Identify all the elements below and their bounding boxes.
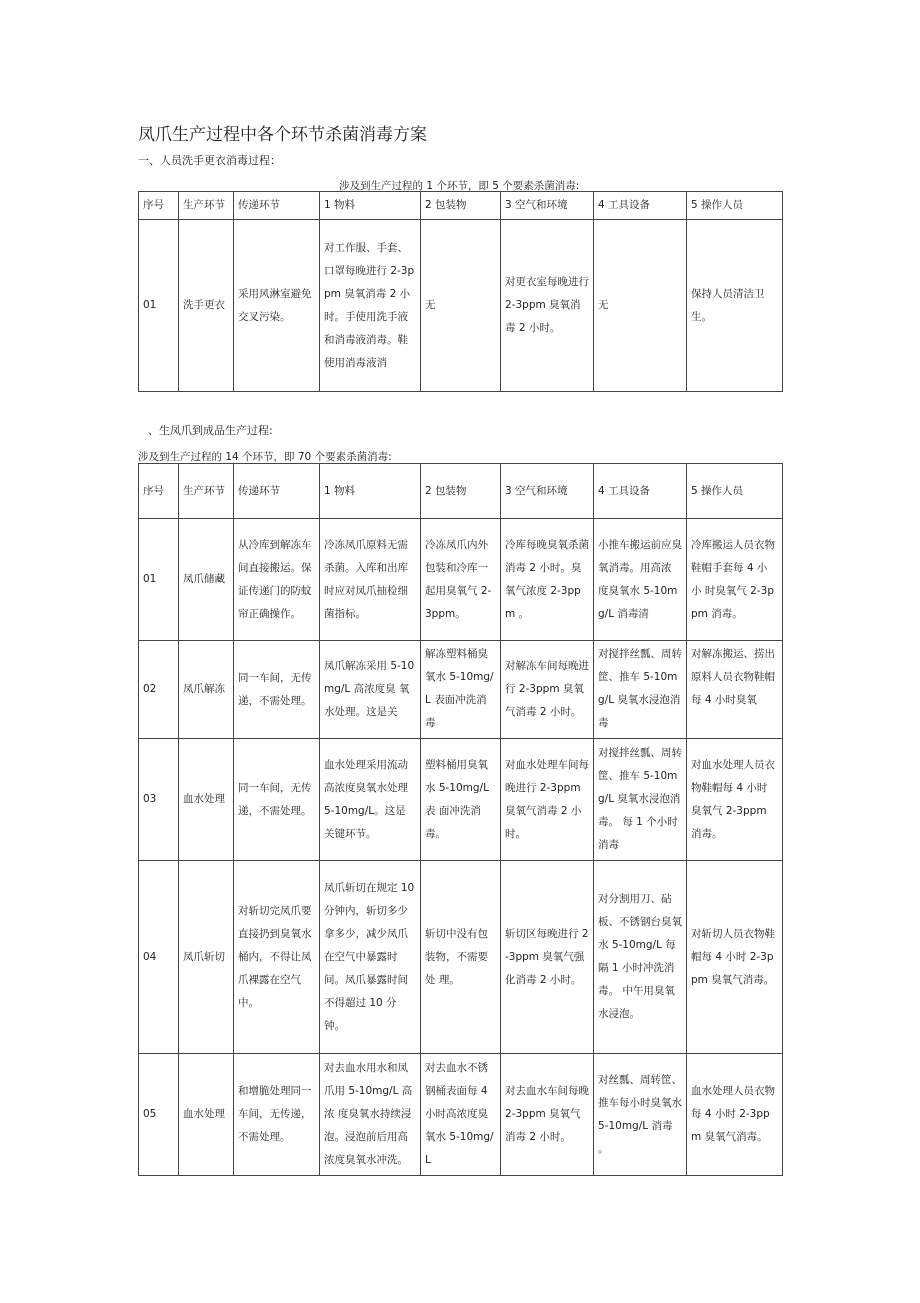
header-cell: 序号 — [139, 192, 179, 220]
cell-stage: 凤爪解冻 — [179, 641, 234, 739]
section1-heading: 一、人员洗手更衣消毒过程： — [138, 154, 281, 167]
header-cell: 3 空气和环境 — [501, 464, 594, 519]
cell-tools: 小推车搬运前应臭氧消毒。用高浓 度臭氧水 5-10mg/L 消毒清 — [594, 519, 687, 641]
cell-staff: 保持人员清洁卫生。 — [687, 220, 783, 392]
cell-material: 对工作服、手套、口罩每晚进行 2-3ppm 臭氧消毒 2 小时。手使用洗手液和消毒液消毒。鞋使用消毒液消 — [320, 220, 421, 392]
header-cell: 1 物料 — [320, 192, 421, 220]
table-row — [139, 641, 783, 739]
section2-heading: 、生凤爪到成品生产过程: — [148, 424, 273, 437]
cell-material: 凤爪斩切在规定 10 分钟内，斩切多少拿多少，减少凤爪在空气中暴露时 间。凤爪暴露时间 不得超过 10 分钟。 — [320, 861, 421, 1054]
table-row — [139, 220, 783, 392]
cell-transfer: 对斩切完凤爪要直接扔到臭氧水桶内，不得让凤爪裸露在空气中。 — [234, 861, 320, 1054]
header-cell: 传递环节 — [234, 464, 320, 519]
cell-stage: 凤爪储藏 — [179, 519, 234, 641]
cell-staff: 对斩切人员衣物鞋帽每 4 小时 2-3ppm 臭氧气消毒。 — [687, 861, 783, 1054]
cell-air: 对血水处理车间每晚进行 2-3ppm 臭氧气消毒 2 小时。 — [501, 739, 594, 861]
cell-staff: 对解冻搬运、捞出 原料人员衣物鞋帽每 4 小时臭氧 — [687, 641, 783, 739]
section2-caption: 涉及到生产过程的 14 个环节，即 70 个要素杀菌消毒: — [138, 451, 392, 463]
cell-package: 塑料桶用臭氧水 5-10mg/L 表 面冲洗消毒。 — [421, 739, 501, 861]
cell-transfer: 从冷库到解冻车间直接搬运。保证传递门的防蚊帘正确操作。 — [234, 519, 320, 641]
cell-package: 对去血水不锈钢桶表面每 4 小时高浓度臭氧水 5-10mg/L — [421, 1054, 501, 1176]
cell-air: 对去血水车间每晚 2-3ppm 臭氧气消毒 2 小时。 — [501, 1054, 594, 1176]
table-header-row — [139, 192, 783, 220]
header-cell: 5 操作人员 — [687, 464, 783, 519]
cell-package: 斩切中没有包装物，不需要处 理。 — [421, 861, 501, 1054]
table-personnel-disinfection — [138, 191, 783, 392]
cell-stage: 血水处理 — [179, 739, 234, 861]
table-row — [139, 1054, 783, 1176]
cell-staff: 对血水处理人员衣物鞋帽每 4 小时 臭氧气 2-3ppm 消毒。 — [687, 739, 783, 861]
cell-no: 03 — [139, 739, 179, 861]
cell-staff: 血水处理人员衣物每 4 小时 2-3ppm 臭氧气消毒。 — [687, 1054, 783, 1176]
cell-air: 对更衣室每晚进行 2-3ppm 臭氧消毒 2 小时。 — [501, 220, 594, 392]
header-cell: 5 操作人员 — [687, 192, 783, 220]
header-cell: 4 工具设备 — [594, 464, 687, 519]
table-row — [139, 739, 783, 861]
cell-no: 01 — [139, 220, 179, 392]
cell-tools: 对搅拌丝瓢、周转 筐、推车 5-10mg/L 臭氧水浸泡消毒。 每 1 个小时消毒 — [594, 739, 687, 861]
table-production-disinfection — [138, 463, 783, 1176]
cell-stage: 血水处理 — [179, 1054, 234, 1176]
cell-transfer: 采用风淋室避免交叉污染。 — [234, 220, 320, 392]
header-cell: 1 物料 — [320, 464, 421, 519]
table-row — [139, 519, 783, 641]
cell-material: 血水处理采用流动高浓度臭氧水处理 5-10mg/L。这是关键环节。 — [320, 739, 421, 861]
header-cell: 4 工具设备 — [594, 192, 687, 220]
cell-tools: 对搅拌丝瓢、周转 筐、推车 5-10mg/L 臭氧水浸泡消毒 — [594, 641, 687, 739]
table-row — [139, 861, 783, 1054]
cell-material: 对去血水用水和凤爪用 5-10mg/L 高浓 度臭氧水持续浸泡。浸泡前后用高浓度臭氧水冲洗。 — [320, 1054, 421, 1176]
cell-package: 无 — [421, 220, 501, 392]
cell-tools: 对丝瓢、周转筐、 推车每小时臭氧水 5-10mg/L 消毒 。 — [594, 1054, 687, 1176]
header-cell: 2 包装物 — [421, 464, 501, 519]
cell-no: 05 — [139, 1054, 179, 1176]
header-cell: 2 包装物 — [421, 192, 501, 220]
cell-package: 解冻塑料桶臭氧水 5-10mg/L 表面冲洗消毒 — [421, 641, 501, 739]
cell-tools: 无 — [594, 220, 687, 392]
cell-transfer: 和增脆处理同一车间，无传递，不需处理。 — [234, 1054, 320, 1176]
header-cell: 生产环节 — [179, 464, 234, 519]
cell-staff: 冷库搬运人员衣物鞋帽手套每 4 小 小 时臭氧气 2-3ppm 消毒。 — [687, 519, 783, 641]
cell-air: 对解冻车间每晚进行 2-3ppm 臭氧气消毒 2 小时。 — [501, 641, 594, 739]
cell-transfer: 同一车间，无传递，不需处理。 — [234, 739, 320, 861]
header-cell: 序号 — [139, 464, 179, 519]
table-header-row — [139, 464, 783, 519]
cell-stage: 凤爪斩切 — [179, 861, 234, 1054]
cell-transfer: 同一车间，无传递，不需处理。 — [234, 641, 320, 739]
cell-material: 冷冻凤爪原料无需杀菌。入库和出库时应对凤爪抽检细菌指标。 — [320, 519, 421, 641]
cell-no: 01 — [139, 519, 179, 641]
cell-material: 凤爪解冻采用 5-10mg/L 高浓度臭 氧水处理。这是关 — [320, 641, 421, 739]
cell-tools: 对分割用刀、砧板、不锈钢台臭氧 水 5-10mg/L 每隔 1 小时冲洗消毒。 中午用臭氧水浸泡。 — [594, 861, 687, 1054]
header-cell: 3 空气和环境 — [501, 192, 594, 220]
document-title: 凤爪生产过程中各个环节杀菌消毒方案 — [138, 125, 427, 145]
cell-no: 04 — [139, 861, 179, 1054]
header-cell: 生产环节 — [179, 192, 234, 220]
cell-no: 02 — [139, 641, 179, 739]
header-cell: 传递环节 — [234, 192, 320, 220]
cell-air: 斩切区每晚进行 2-3ppm 臭氧气强化消毒 2 小时。 — [501, 861, 594, 1054]
cell-package: 冷冻凤爪内外包装和冷库一起用臭氧气 2-3ppm。 — [421, 519, 501, 641]
section1-caption: 涉及到生产过程的 1 个环节，即 5 个要素杀菌消毒: — [339, 180, 580, 192]
cell-air: 冷库每晚臭氧杀菌消毒 2 小时。臭 氧气浓度 2-3ppm 。 — [501, 519, 594, 641]
cell-stage: 洗手更衣 — [179, 220, 234, 392]
